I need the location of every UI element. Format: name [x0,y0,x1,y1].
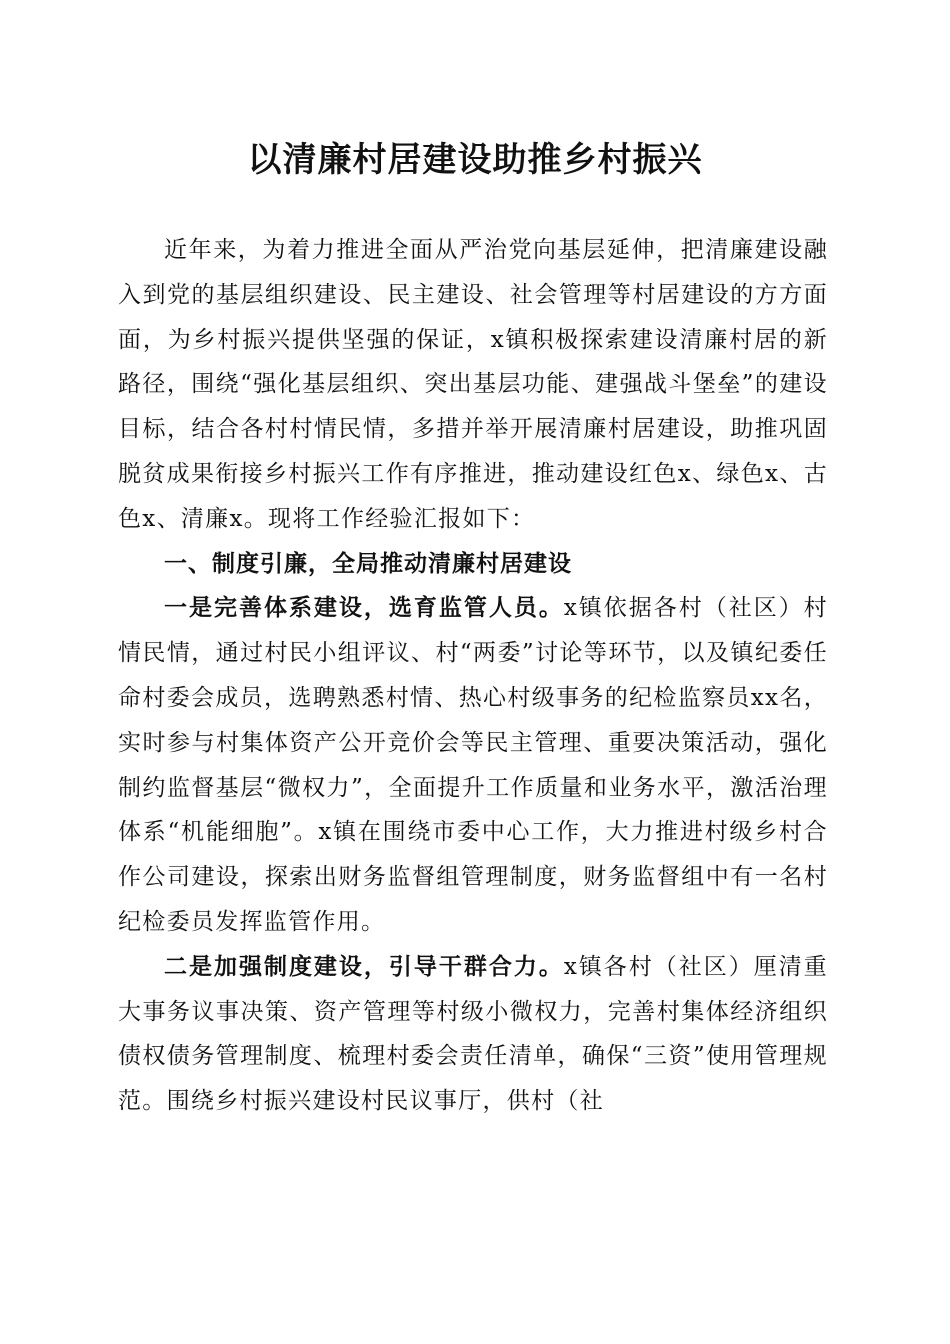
item-paragraph-2 [118,945,828,1124]
page-title: 以清廉村居建设助推乡村振兴 [247,140,703,180]
item-lead-1: 一是完善体系建设，选育监管人员。 [164,594,564,622]
item-text-1: x镇依据各村（社区）村情民情，通过村民小组评议、村“两委”讨论等环节，以及镇纪委任命村委会成员，选聘熟悉村情、热心村级事务的纪检监察员xx名，实时参与村集体资产公开竞价会等民主管理、重要决策活动，强化制约监督基层“微权力”，全面提升工作质量和业务水平，激活治理体系“机能细胞”。x镇在围绕市委中心工作，大力推进村级乡村合作公司建设，探索出财务监督组管理制度，财务监督组中有一名村纪检委员发挥监管作用。 [118,595,828,935]
item-paragraph-1 [118,586,828,944]
intro-paragraph: 近年来，为着力推进全面从严治党向基层延伸，把清廉建设融入到党的基层组织建设、民主建设、社会管理等村居建设的方方面面，为乡村振兴提供坚强的保证，x镇积极探索建设清廉村居的新路径，围绕“强化基层组织、突出基层功能、建强战斗堡垒”的建设目标，结合各村村情民情，多措并举开展清廉村居建设，助推巩固脱贫成果衔接乡村振兴工作有序推进，推动建设红色x、绿色x、古色x、清廉x。现将工作经验汇报如下： [118,237,828,532]
item-text-2: x镇各村（社区）厘清重大事务议事决策、资产管理等村级小微权力，完善村集体经济组织债权债务管理制度、梳理村委会责任清单，确保“三资”使用管理规范。围绕乡村振兴建设村民议事厅，供村（社 [118,953,828,1115]
document-body [118,228,828,1124]
item-lead-2: 二是加强制度建设，引导干群合力。 [164,952,564,980]
section-heading: 一、制度引廉，全局推动清廉村居建设 [164,550,572,577]
